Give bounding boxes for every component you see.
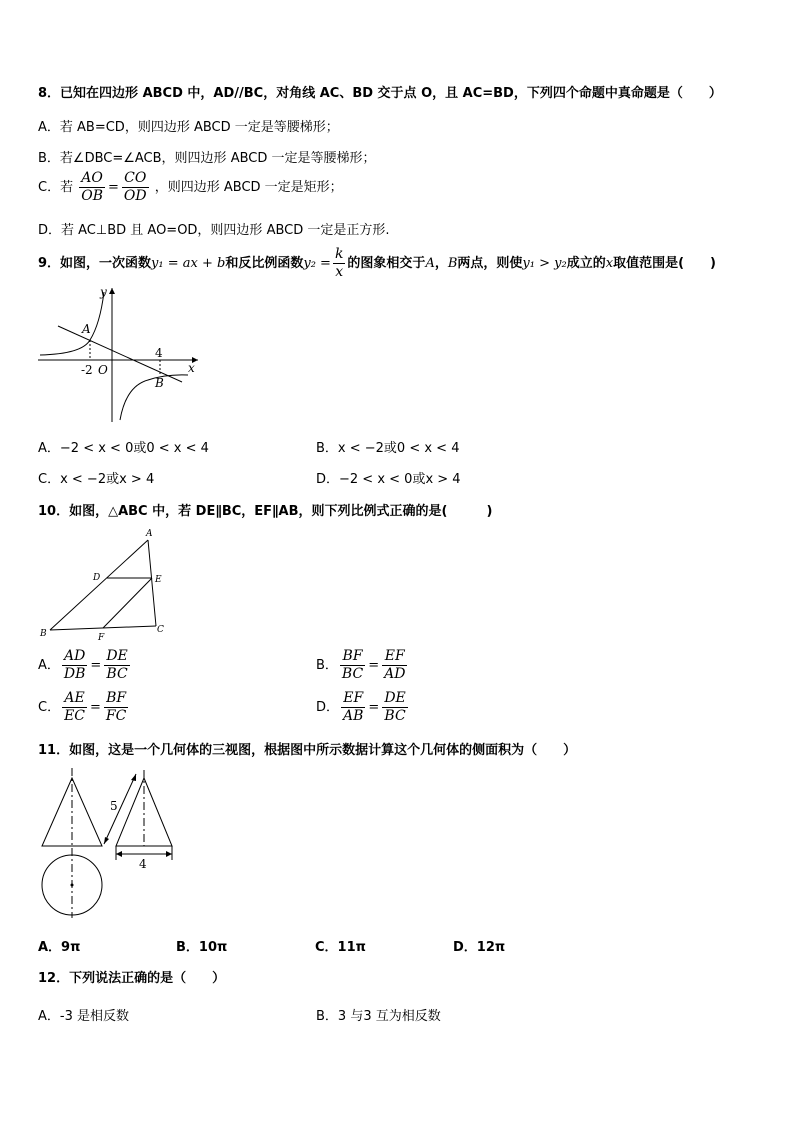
q9-option-b: B．x < −2或0 < x < 4 (316, 441, 460, 456)
vertex-c-label: C (157, 625, 164, 635)
point-b-label: B (155, 376, 164, 390)
q10-option-b: B． $\frac{BF}{BC}$ = $\frac{EF}{AD}$ (316, 648, 406, 682)
point-e-label: E (155, 575, 162, 585)
slant-arrow-top (131, 774, 136, 781)
q8-option-b: B．若∠DBC=∠ACB，则四边形 ABCD 一定是等腰梯形； (38, 151, 376, 166)
base-arrow-right (166, 851, 172, 857)
q8-c-fraction-2: $\frac{CO}{OD}$ (123, 170, 147, 204)
q11-option-c: C．11π (315, 940, 366, 955)
base-arrow-left (116, 851, 122, 857)
point-d-label: D (93, 573, 101, 583)
y-axis-arrow (109, 288, 115, 294)
point-f-label: F (98, 633, 105, 642)
tick-minus-2: -2 (81, 363, 93, 377)
hyperbola-branch-left (40, 292, 104, 355)
tick-4: 4 (155, 346, 163, 360)
q8-option-c: C．若 $\frac{AO}{OB}$ = $\frac{CO}{OD}$ ，则四边形 ABCD 一定是矩形； (38, 170, 343, 204)
q12-stem: 12．下列说法正确的是（ ） (38, 971, 226, 986)
q10-option-a: A． $\frac{AD}{DB}$ = $\frac{DE}{BC}$ (38, 648, 128, 682)
top-view-center-point (71, 884, 74, 887)
q9-option-c: C．x < −2或x > 4 (38, 472, 155, 487)
hyperbola-branch-right (120, 375, 188, 420)
q11-stem: 11．如图，这是一个几何体的三视图，根据图中所示数据计算这个几何体的侧面积为（ ） (38, 743, 577, 758)
side-ab (50, 540, 148, 630)
base-length-label: 4 (139, 857, 147, 871)
q12-option-b: B．3 与3 互为相反数 (316, 1009, 441, 1024)
q8-option-a: A．若 AB=CD，则四边形 ABCD 一定是等腰梯形； (38, 120, 339, 135)
vertex-b-label: B (40, 629, 47, 639)
q10-triangle-figure (36, 526, 176, 642)
q9-stem: 9．如图，一次函数y₁ = ax + b和反比例函数y₂ = $\frac{k}{x}$ 的图象相交于A，B两点，则使y₁ > y₂成立的x取值范围是( ) (38, 246, 716, 280)
q11-three-view-figure (36, 764, 186, 920)
point-a-label: A (82, 322, 91, 336)
q8-option-d: D．若 AC⊥BD 且 AO=OD，则四边形 ABCD 一定是正方形. (38, 223, 390, 238)
q8-c-suffix: ，则四边形 ABCD 一定是矩形； (154, 180, 343, 195)
segment-ef (103, 578, 152, 628)
q10-stem: 10．如图，△ABC 中，若 DE∥BC，EF∥AB，则下列比例式正确的是( ) (38, 504, 493, 519)
q9-linear-function: y₁ = ax + b (151, 256, 226, 271)
q11-option-d: D．12π (453, 940, 506, 955)
linear-function-line (58, 326, 182, 382)
slant-length-label: 5 (110, 799, 118, 813)
x-axis-label: x (188, 361, 195, 375)
slant-arrow-bottom (104, 837, 109, 844)
origin-label: O (98, 363, 108, 377)
q11-option-a: A．9π (38, 940, 81, 955)
q11-option-b: B．10π (176, 940, 228, 955)
vertex-a-label: A (146, 529, 153, 539)
q12-option-a: A．-3 是相反数 (38, 1009, 129, 1024)
q8-stem: 8．已知在四边形 ABCD 中，AD//BC，对角线 AC、BD 交于点 O，且 AC=BD，下列四个命题中真命题是（ ） (38, 86, 722, 101)
q9-inverse-function: $\frac{k}{x}$ (334, 246, 344, 280)
q9-option-d: D．−2 < x < 0或x > 4 (316, 472, 461, 487)
q8-c-fraction-1: $\frac{AO}{OB}$ (81, 170, 103, 204)
q8-c-prefix: C．若 (38, 180, 74, 195)
q10-option-c: C． $\frac{AE}{EC}$ = $\frac{BF}{FC}$ (38, 690, 127, 724)
y-axis-label: y (100, 285, 107, 299)
q9-option-a: A．−2 < x < 0或0 < x < 4 (38, 441, 209, 456)
q10-option-d: D． $\frac{EF}{AB}$ = $\frac{DE}{BC}$ (316, 690, 406, 724)
q9-function-graph (36, 284, 200, 424)
q9-condition: y₁ > y₂ (522, 256, 567, 271)
